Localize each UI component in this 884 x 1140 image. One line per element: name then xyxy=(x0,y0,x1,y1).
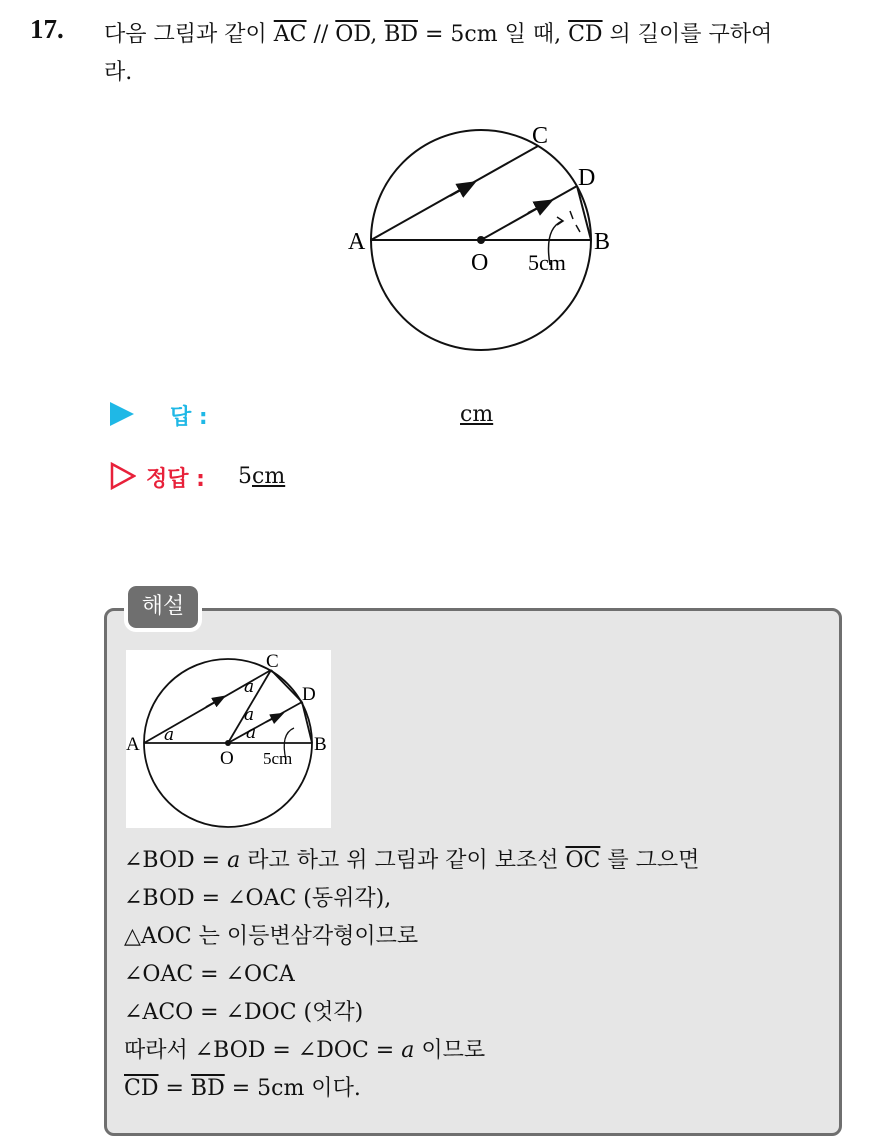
arrow-od xyxy=(528,204,545,213)
question-text-part: 라. xyxy=(104,60,133,85)
segment-cd-line xyxy=(271,670,302,702)
label-a: A xyxy=(126,734,140,755)
outline-triangle-icon xyxy=(110,462,136,490)
segment-cd: $\overline{CD}$ xyxy=(568,22,603,47)
explanation-tag: 해설 xyxy=(128,586,198,628)
explanation-line: ∠ACO = ∠DOC (엇각) xyxy=(124,1000,364,1025)
segment-db-line xyxy=(302,702,312,743)
angle-label: a xyxy=(246,723,257,743)
label-d: D xyxy=(302,684,316,705)
angle-label: a xyxy=(244,705,255,725)
arrow-ac xyxy=(450,186,468,196)
correct-number: 5 xyxy=(238,464,252,489)
correct-value xyxy=(238,464,285,489)
angle-label: a xyxy=(244,677,255,697)
center-point xyxy=(225,740,231,746)
arrow-od xyxy=(266,716,278,722)
question-text-part: 의 길이를 구하여 xyxy=(602,22,773,47)
correct-label: 정답 : xyxy=(146,467,205,492)
explanation-figure xyxy=(126,650,331,828)
answer-unit: cm xyxy=(460,402,494,427)
arrow-ac xyxy=(206,699,220,707)
explanation-line: ∠BOD = ∠OAC (동위각), xyxy=(124,886,392,911)
label-b: B xyxy=(594,229,611,255)
explanation-text xyxy=(124,842,834,1108)
correct-answer-row xyxy=(110,460,610,494)
label-o: O xyxy=(471,250,489,276)
explanation-line: ∠OAC = ∠OCA xyxy=(124,962,295,987)
answer-row xyxy=(110,398,610,432)
question-text-part: 다음 그림과 같이 xyxy=(104,22,274,47)
label-o: O xyxy=(220,748,234,769)
label-c: C xyxy=(532,123,549,149)
segment-bd: $\overline{BD}$ xyxy=(384,22,418,47)
isosceles-mark xyxy=(570,211,580,232)
correct-unit: cm xyxy=(252,464,286,489)
center-point xyxy=(477,236,485,244)
parallel-symbol: // xyxy=(306,22,336,47)
question-text xyxy=(104,16,874,92)
circle-figure xyxy=(340,115,620,360)
label-length: 5cm xyxy=(263,749,293,768)
label-d: D xyxy=(578,165,596,191)
question-text-part: , xyxy=(370,22,385,47)
play-triangle-icon xyxy=(110,402,134,426)
answer-label: 답 : xyxy=(170,405,208,430)
segment-od: $\overline{OD}$ xyxy=(335,22,371,47)
label-length: 5cm xyxy=(528,250,566,275)
explanation-line: △AOC 는 이등변삼각형이므로 xyxy=(124,924,419,949)
segment-ac: $\overline{AC}$ xyxy=(273,22,307,47)
label-c: C xyxy=(266,651,279,672)
label-a: A xyxy=(348,229,366,255)
explanation-line: $\overline{CD} = \overline{BD} = 5cm$ 이다. xyxy=(124,1076,361,1101)
explanation-line: ∠BOD = a 라고 하고 위 그림과 같이 보조선 $\overline{OC}$ 를 그으면 xyxy=(124,848,700,873)
label-b: B xyxy=(314,734,327,755)
explanation-line: 따라서 ∠BOD = ∠DOC = a 이므로 xyxy=(124,1038,486,1063)
angle-label: a xyxy=(164,725,175,745)
length-brace-tip xyxy=(557,217,563,225)
question-number: 17. xyxy=(30,14,64,44)
question-text-part: = 5cm 일 때, xyxy=(418,22,569,47)
